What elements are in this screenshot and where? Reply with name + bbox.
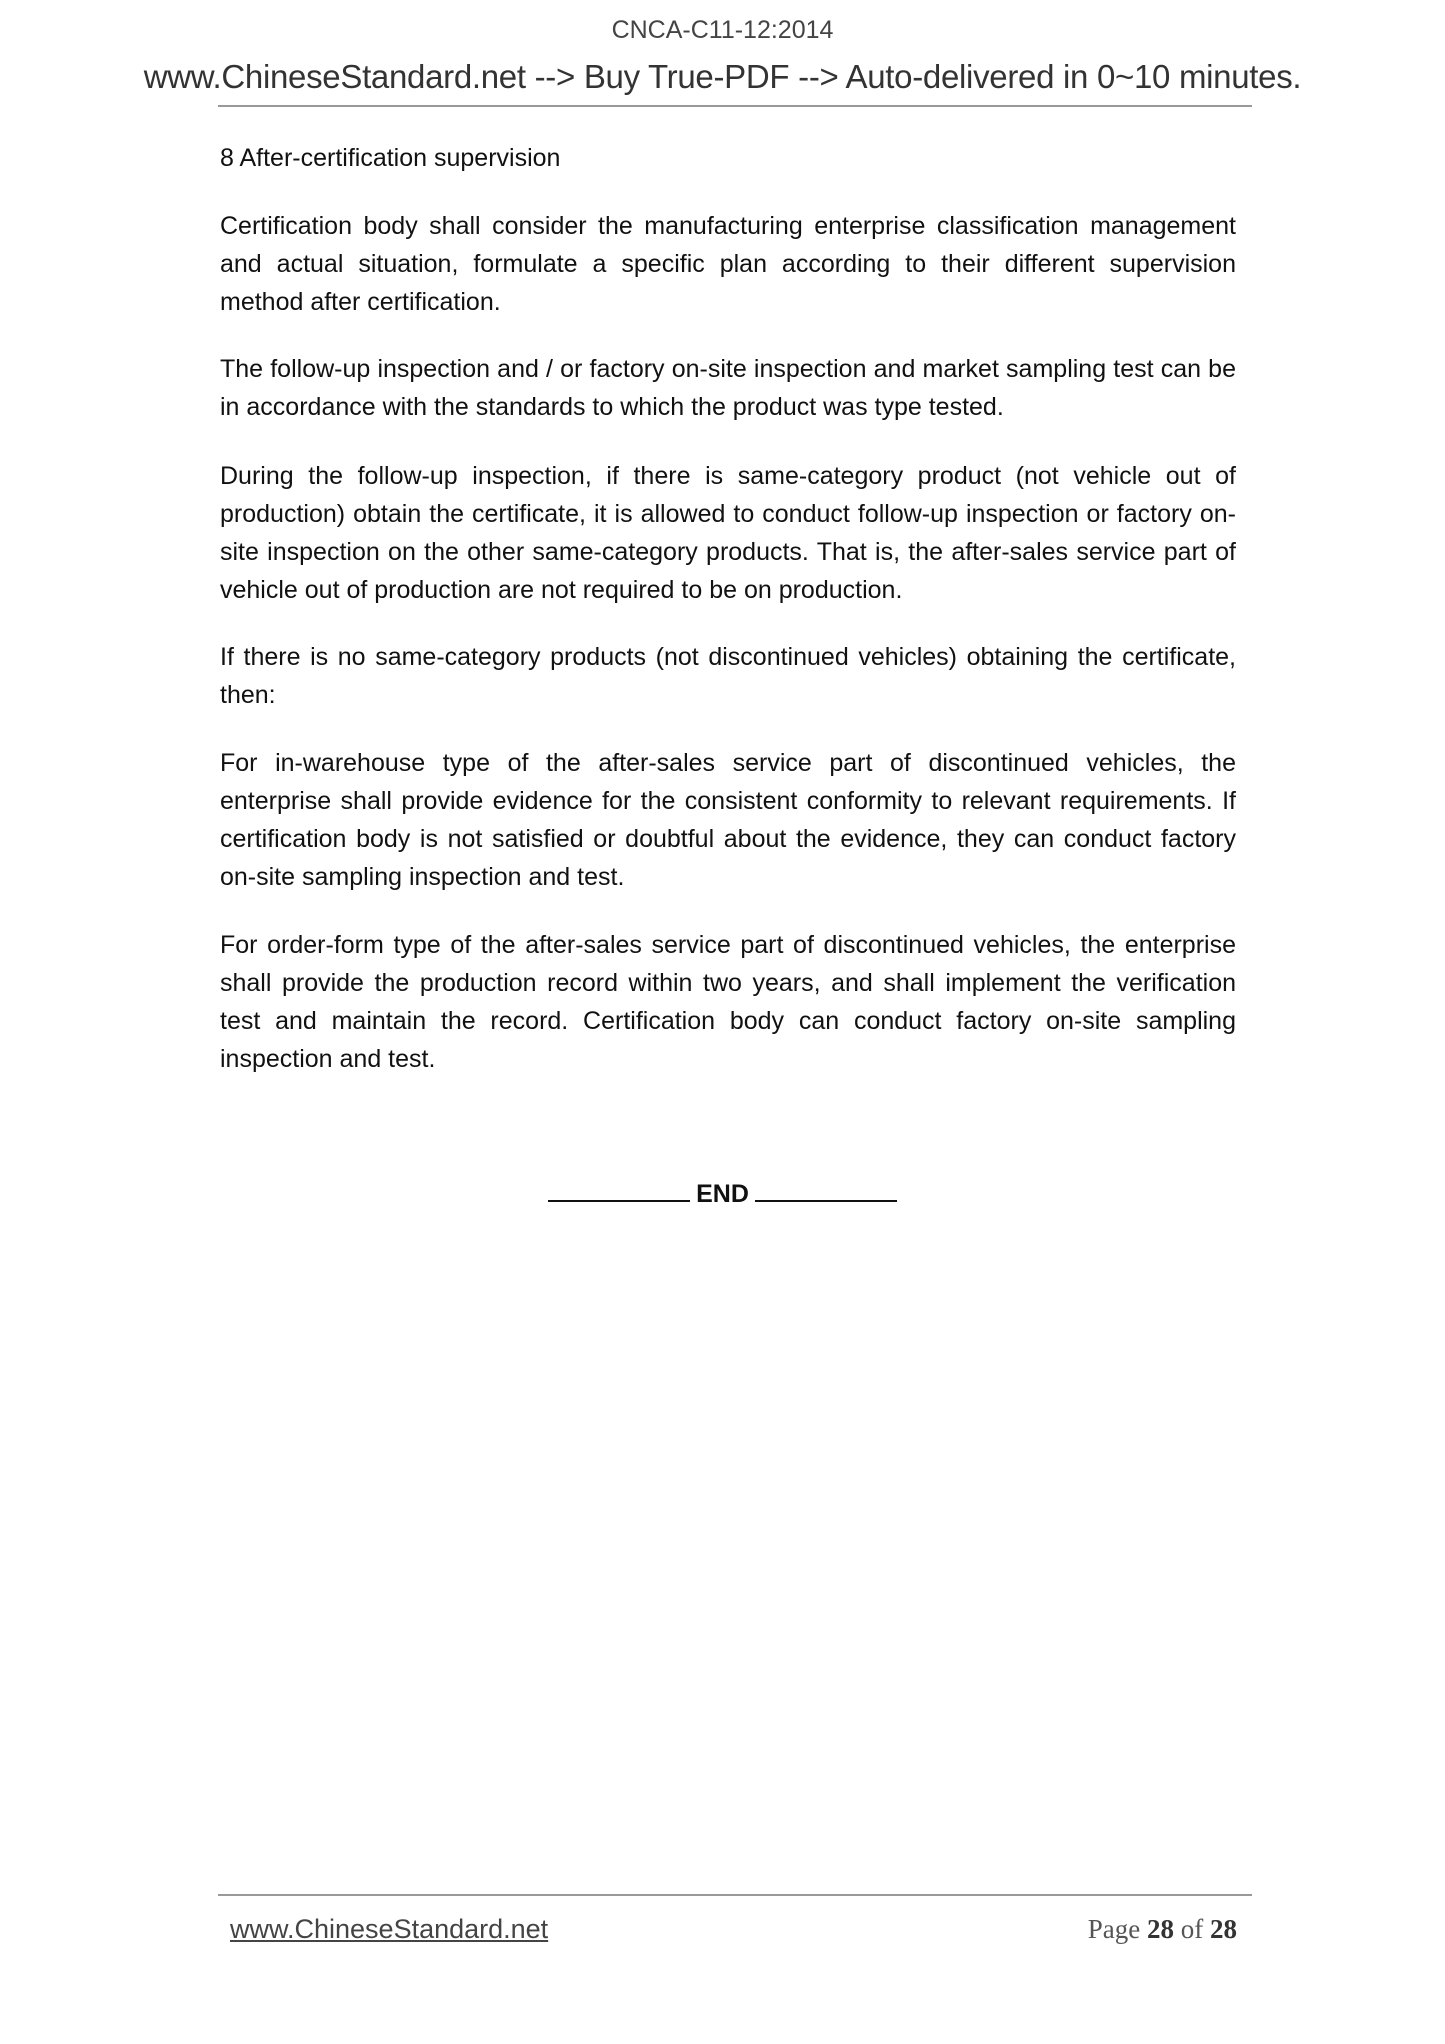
page-prefix: Page xyxy=(1087,1914,1141,1944)
document-code: CNCA-C11-12:2014 xyxy=(611,16,834,44)
end-rule-right xyxy=(755,1180,897,1202)
page-number xyxy=(1088,1914,1237,1945)
paragraph: The follow-up inspection and / or factory on-site inspection and market sampling test can be in accordance with the standards to which the product was type tested. xyxy=(220,355,1236,421)
paragraph: For order-form type of the after-sales service part of discontinued vehicles, the enterprise shall provide the production record within two years, and shall implement the verification test and maintain the record. Certification body can conduct factory on-site sampling inspection and test. xyxy=(220,931,1236,1073)
footer-divider xyxy=(218,1894,1252,1896)
header-banner: www.ChineseStandard.net --> Buy True-PDF --> Auto-delivered in 0~10 minutes. xyxy=(143,58,1302,95)
paragraph: During the follow-up inspection, if there is same-category product (not vehicle out of production) obtain the certificate, it is allowed to conduct follow-up inspection or factory on-site inspection on the other same-category products. That is, the after-sales service part of vehicle out of production are not required to be on production. xyxy=(220,462,1236,604)
section-heading: 8 After-certification supervision xyxy=(220,144,561,172)
header-divider xyxy=(218,105,1252,107)
paragraph: If there is no same-category products (not discontinued vehicles) obtaining the certificate, then: xyxy=(220,643,1236,709)
page-current: 28 xyxy=(1147,1914,1174,1944)
page-total: 28 xyxy=(1210,1914,1237,1944)
footer-website-link[interactable]: www.ChineseStandard.net xyxy=(230,1914,549,1944)
page-of: of xyxy=(1180,1914,1204,1944)
end-rule-left xyxy=(548,1180,690,1202)
end-marker xyxy=(0,1180,1445,1209)
paragraph: Certification body shall consider the manufacturing enterprise classification management and actual situation, formulate a specific plan according to their different supervision method after certification. xyxy=(220,212,1236,316)
paragraph: For in-warehouse type of the after-sales service part of discontinued vehicles, the enterprise shall provide evidence for the consistent conformity to relevant requirements. If certification body is not satisfied or doubtful about the evidence, they can conduct factory on-site sampling inspection and test. xyxy=(220,749,1236,891)
end-label: END xyxy=(696,1180,749,1208)
